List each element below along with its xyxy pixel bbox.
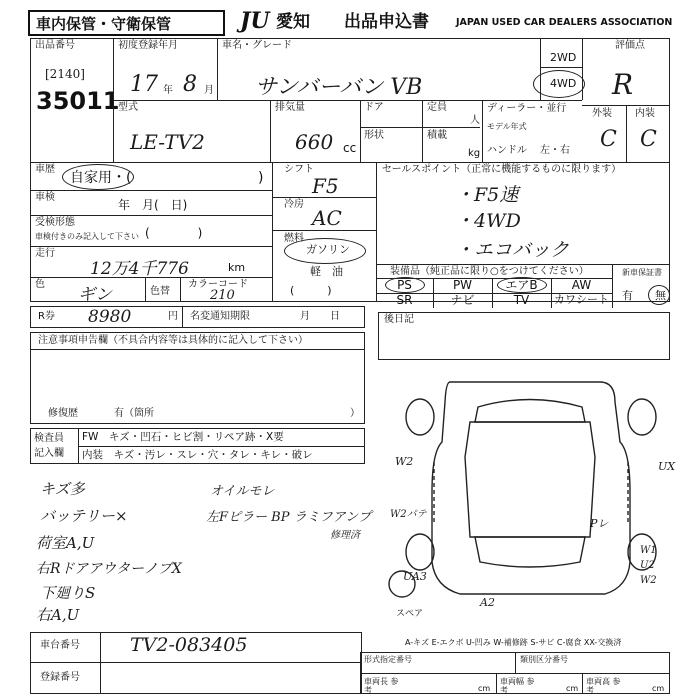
equipment-tv: TV: [513, 293, 530, 307]
tax-value: 月 日: [300, 311, 340, 322]
car-diagram: [380, 362, 680, 622]
car-windshield: [475, 400, 585, 423]
color-value: ギン: [78, 285, 112, 305]
recycle-label: R券: [38, 311, 55, 322]
mark-w1: W1: [640, 545, 657, 556]
color-label: 色: [35, 279, 45, 290]
mark-a2: A2: [480, 596, 495, 609]
color-code-label: カラーコード: [188, 279, 248, 290]
cooler-value: AC: [312, 206, 342, 230]
divider: [496, 673, 497, 694]
car-roof: [465, 422, 595, 537]
mark-u2: U2: [640, 560, 655, 571]
acceptance-note: 車検付きのみ記入して下さい: [35, 232, 139, 241]
acceptance-paren: ( ): [145, 226, 203, 240]
spare-label: スペア: [396, 609, 424, 619]
note-pillar: 左Fピラー BP ラミフアンプ: [206, 510, 372, 525]
front-left-wheel: [406, 399, 434, 435]
drive-4wd: 4WD: [550, 77, 577, 90]
interior-label: 内装: [635, 108, 655, 119]
fuel-paren: ( ): [290, 284, 332, 297]
equipment-pw: PW: [452, 278, 473, 292]
equipment-navi: ナビ: [450, 293, 475, 307]
note-door-knob: 右RドアアウターノブX: [36, 561, 182, 577]
equipment-sr: SR: [396, 293, 413, 307]
shift-value: F5: [312, 174, 339, 198]
handle-label: ハンドル: [487, 145, 527, 156]
divider: [30, 277, 272, 278]
month-value: 8: [183, 72, 197, 97]
fuel-label: 燃料: [284, 233, 304, 244]
nen: 年: [163, 85, 173, 96]
lot-code: [2140]: [45, 67, 85, 81]
mark-w2-rear: W2: [640, 575, 657, 586]
height-label: 車両高 参考: [586, 677, 621, 695]
inspection-label: 車検: [35, 192, 55, 203]
rear-notes-box: [378, 312, 670, 360]
mark-ux: UX: [658, 460, 676, 473]
sales-point-3: ・エコバック: [455, 239, 570, 261]
ju-logo: JU: [240, 8, 270, 34]
divider: [180, 277, 181, 302]
car-rear-window: [475, 537, 585, 567]
divider: [540, 67, 582, 68]
divider: [272, 162, 273, 302]
year-value: 17: [130, 72, 158, 97]
divider: [30, 162, 670, 163]
divider: [272, 197, 376, 198]
displacement-label: 排気量: [275, 102, 305, 113]
width-label: 車両幅 参考: [500, 677, 535, 695]
form-title: 出品申込書: [344, 12, 429, 32]
divider: [582, 38, 583, 100]
divider: [30, 662, 362, 663]
divider: [145, 277, 146, 302]
km-unit: km: [228, 261, 246, 274]
repair-value: 有（箇所: [114, 408, 154, 419]
repair-label: 修復歴: [48, 408, 78, 419]
warranty-yes: 有: [622, 289, 633, 302]
storage-title-box: [28, 10, 225, 36]
lot-label: 出品番号: [35, 40, 75, 51]
history-circle: [62, 164, 134, 190]
displacement-value: 660: [295, 130, 334, 154]
warranty-label: 新車保証書: [622, 268, 662, 277]
drive-2wd: 2WD: [550, 51, 577, 64]
note-right-au: 右A,U: [36, 606, 80, 624]
model-year-label: モデル年式: [487, 122, 527, 131]
divider: [182, 306, 183, 328]
divider: [582, 673, 583, 694]
divider: [422, 100, 423, 162]
note-battery: バッテリー×: [40, 507, 128, 525]
cc-unit: cc: [343, 141, 357, 155]
storage-title: 車内保管・守衛保管: [36, 15, 172, 33]
sales-point-1: ・F5速: [455, 184, 519, 206]
rear-notes-label: 後日記: [384, 314, 414, 325]
interior-value: C: [640, 127, 657, 152]
form-designation-label: 形式指定番号: [364, 655, 412, 664]
history-value: 自家用・(: [70, 170, 132, 186]
divider: [78, 446, 365, 447]
equipment-airbag-circle: [497, 277, 547, 293]
divider: [217, 38, 218, 100]
person-unit: 人: [470, 115, 480, 126]
divider: [30, 349, 365, 350]
fuel-gas-circle: [284, 238, 366, 264]
cooler-label: 冷房: [284, 199, 304, 210]
note-oil-leak: オイルモレ: [210, 484, 275, 499]
type-value: LE-TV2: [130, 130, 205, 154]
equipment-leather-seat: カワシート: [554, 293, 609, 306]
height-cm: cm: [652, 684, 665, 693]
english-title: JAPAN USED CAR DEALERS ASSOCIATION: [456, 17, 673, 28]
history-close: ): [258, 170, 264, 186]
chassis-value: TV2-083405: [130, 634, 248, 656]
divider: [100, 632, 101, 694]
divider: [30, 190, 272, 191]
record-label: 記入欄: [34, 448, 64, 459]
divider: [482, 100, 483, 162]
divider: [612, 264, 613, 308]
score-value: R: [612, 68, 634, 101]
equipment-aw: AW: [571, 278, 592, 292]
category-label: 類別区分番号: [520, 655, 568, 664]
kg-unit: kg: [468, 148, 481, 159]
car-body-outline: [432, 382, 630, 594]
width-cm: cm: [566, 684, 579, 693]
yen-unit: 円: [168, 311, 178, 322]
mark-pre: Pレ: [590, 517, 609, 530]
capacity-label: 定員: [427, 102, 447, 113]
rear-left-wheel: [406, 534, 434, 570]
divider: [360, 127, 480, 128]
drive-4wd-circle: [533, 70, 585, 98]
shape-label: 形状: [364, 130, 384, 141]
load-label: 積載: [427, 130, 447, 141]
inspector-label: 検査員: [34, 433, 64, 444]
note-underbody: 下廻りS: [40, 584, 96, 602]
org-name: 愛知: [276, 12, 310, 32]
front-right-wheel: [628, 399, 656, 435]
sales-points-label: セールスポイント（正常に機能するものに限ります）: [382, 164, 622, 175]
divider: [30, 215, 272, 216]
note-scratches: キズ多: [40, 480, 85, 498]
color-code-value: 210: [210, 288, 235, 303]
mark-ua3: UA3: [403, 570, 427, 583]
length-cm: cm: [478, 684, 491, 693]
divider: [515, 652, 516, 673]
equipment-label: 装備品（純正品に限り○をつけてください）: [390, 266, 589, 277]
divider: [626, 105, 627, 162]
history-label: 車歴: [35, 164, 55, 175]
equipment-ps-circle: [385, 277, 425, 293]
recycle-value: 8980: [88, 307, 132, 327]
acceptance-label: 受検形態: [35, 217, 75, 228]
repair-close: ）: [350, 408, 360, 419]
sales-point-2: ・4WD: [455, 210, 521, 232]
divider: [30, 246, 272, 247]
divider: [360, 100, 361, 162]
registration-label: 登録番号: [40, 672, 80, 683]
mark-w2-putty: W2パテ: [390, 509, 427, 520]
score-label: 評価点: [615, 40, 645, 51]
fuel-diesel: 軽 油: [310, 265, 343, 278]
diagram-legend: A-キズ E-エクボ U-凹み W-補修跡 S-サビ C-腐食 XX-交換済: [405, 638, 622, 647]
length-label: 車両長 参考: [364, 677, 399, 695]
divider: [376, 264, 670, 265]
tsuki: 月: [204, 85, 214, 96]
model-grade-value: サンバーバン VB: [255, 75, 423, 100]
type-label: 型式: [118, 102, 138, 113]
shift-label: シフト: [284, 164, 314, 175]
exterior-label: 外装: [592, 108, 612, 119]
exterior-value: C: [600, 127, 617, 152]
mark-w2-left: W2: [395, 455, 414, 468]
lot-number: 35011: [36, 87, 120, 115]
model-grade-label: 車名・グレード: [222, 40, 292, 51]
inspection-value: 年 月( 日): [118, 198, 188, 212]
chassis-label: 車台番号: [40, 640, 80, 651]
mileage-value: 12万4千776: [90, 259, 189, 279]
fuel-gas: ガソリン: [306, 243, 350, 256]
warranty-no-circle: [648, 285, 670, 305]
note-cargo: 荷室A,U: [36, 534, 95, 552]
door-label: ドア: [364, 102, 384, 113]
notes-label: 注意事項申告欄（不具合内容等は具体的に記入して下さい）: [38, 335, 308, 346]
divider: [270, 100, 271, 162]
fw-line: FW キズ・凹石・ヒビ割・リペア跡・X要: [82, 431, 284, 443]
note-repaired: 修理済: [330, 530, 360, 541]
handle-options: 左・右: [540, 145, 570, 156]
dealer-label: ディーラー・並行: [487, 103, 567, 114]
equipment-airbag: エアB: [505, 278, 538, 292]
divider: [360, 673, 670, 674]
color-number-label: 色替: [150, 286, 170, 297]
warranty-no: 無: [655, 289, 666, 302]
divider: [272, 230, 376, 231]
equipment-ps: PS: [397, 278, 412, 292]
tax-label: 名変通知期限: [190, 311, 250, 322]
mileage-label: 走行: [35, 248, 55, 259]
interior-line: 内装 キズ・汚レ・スレ・穴・タレ・キレ・破レ: [82, 449, 313, 461]
divider: [113, 100, 582, 101]
first-reg-label: 初度登録年月: [118, 40, 178, 51]
